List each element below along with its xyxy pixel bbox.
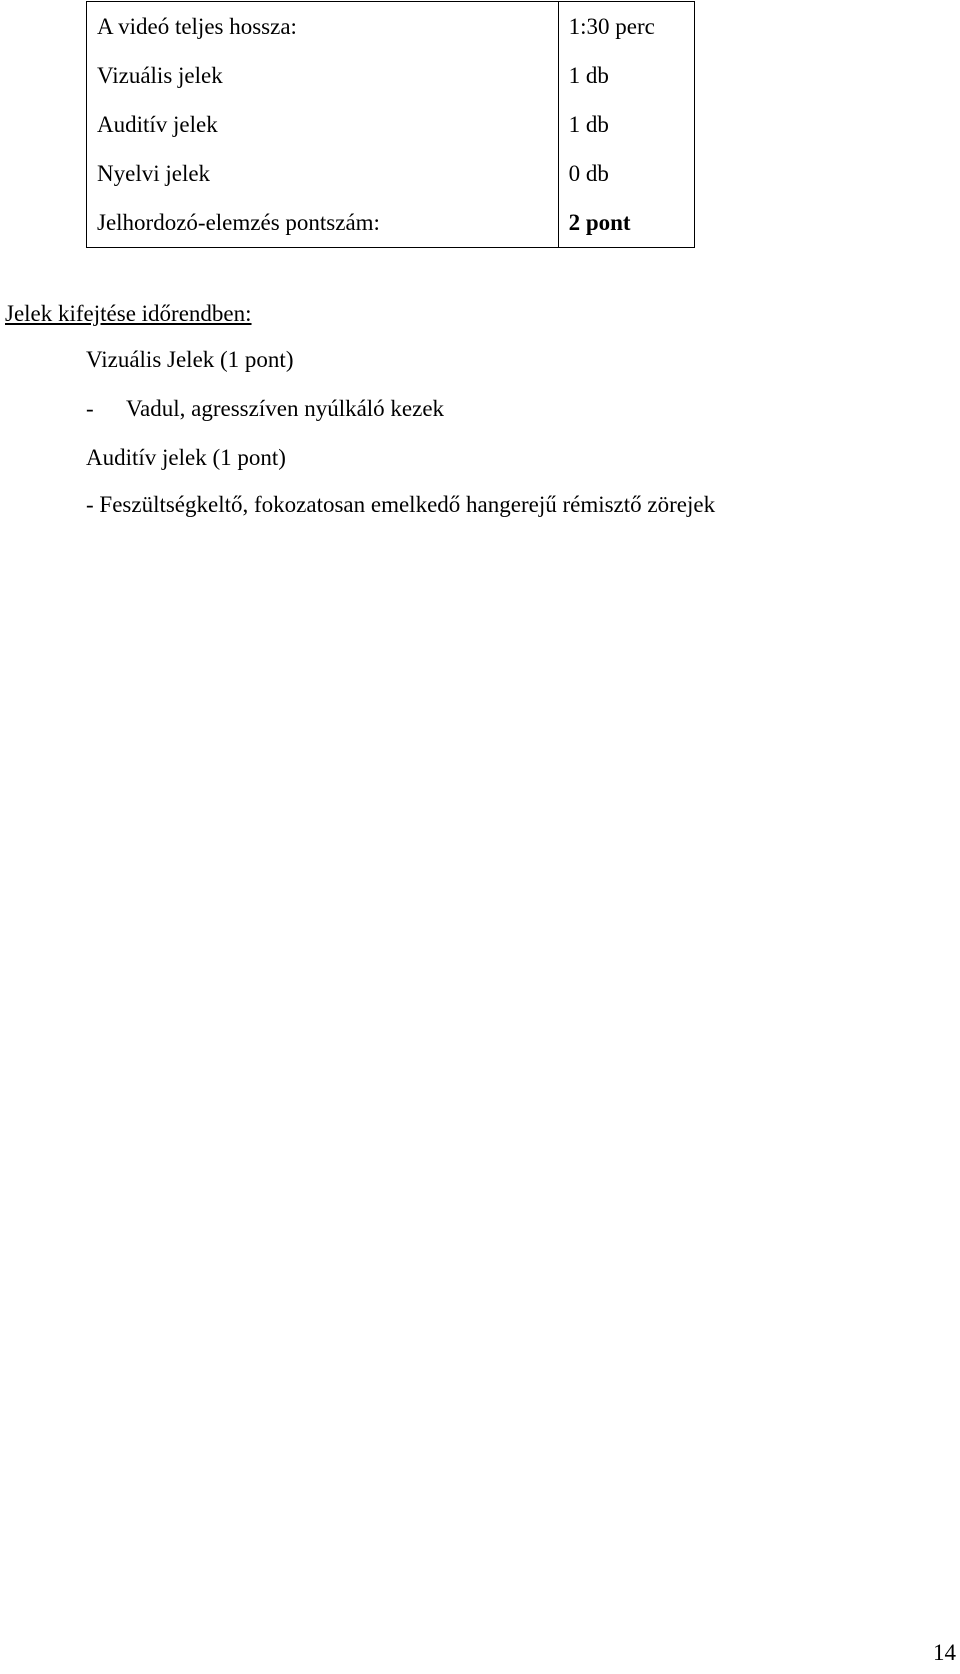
visual-sign-item — [86, 397, 444, 420]
visual-sign-text: Vadul, agresszíven nyúlkáló kezek — [126, 396, 445, 421]
audio-signs-title: Auditív jelek (1 pont) — [86, 445, 286, 470]
row-value-score: 2 pont — [558, 198, 694, 248]
table-row — [87, 198, 695, 248]
table-row — [87, 51, 695, 100]
row-label: Jelhordozó-elemzés pontszám: — [87, 198, 559, 248]
page-number: 14 — [933, 1640, 956, 1665]
table-row — [87, 100, 695, 149]
visual-signs-title: Vizuális Jelek (1 pont) — [86, 347, 294, 372]
audio-sign-item: - Feszültségkeltő, fokozatosan emelkedő hangerejű rémisztő zörejek — [86, 492, 716, 517]
row-value: 0 db — [558, 149, 694, 198]
section-heading: Jelek kifejtése időrendben: — [5, 301, 252, 326]
row-value: 1 db — [558, 100, 694, 149]
row-value: 1:30 perc — [558, 2, 694, 52]
row-label: Vizuális jelek — [87, 51, 559, 100]
table-row — [87, 2, 695, 52]
bullet-dash: - — [86, 396, 94, 421]
table-row — [87, 149, 695, 198]
row-label: Auditív jelek — [87, 100, 559, 149]
row-value: 1 db — [558, 51, 694, 100]
row-label: Nyelvi jelek — [87, 149, 559, 198]
summary-table — [86, 1, 695, 248]
row-label: A videó teljes hossza: — [87, 2, 559, 52]
